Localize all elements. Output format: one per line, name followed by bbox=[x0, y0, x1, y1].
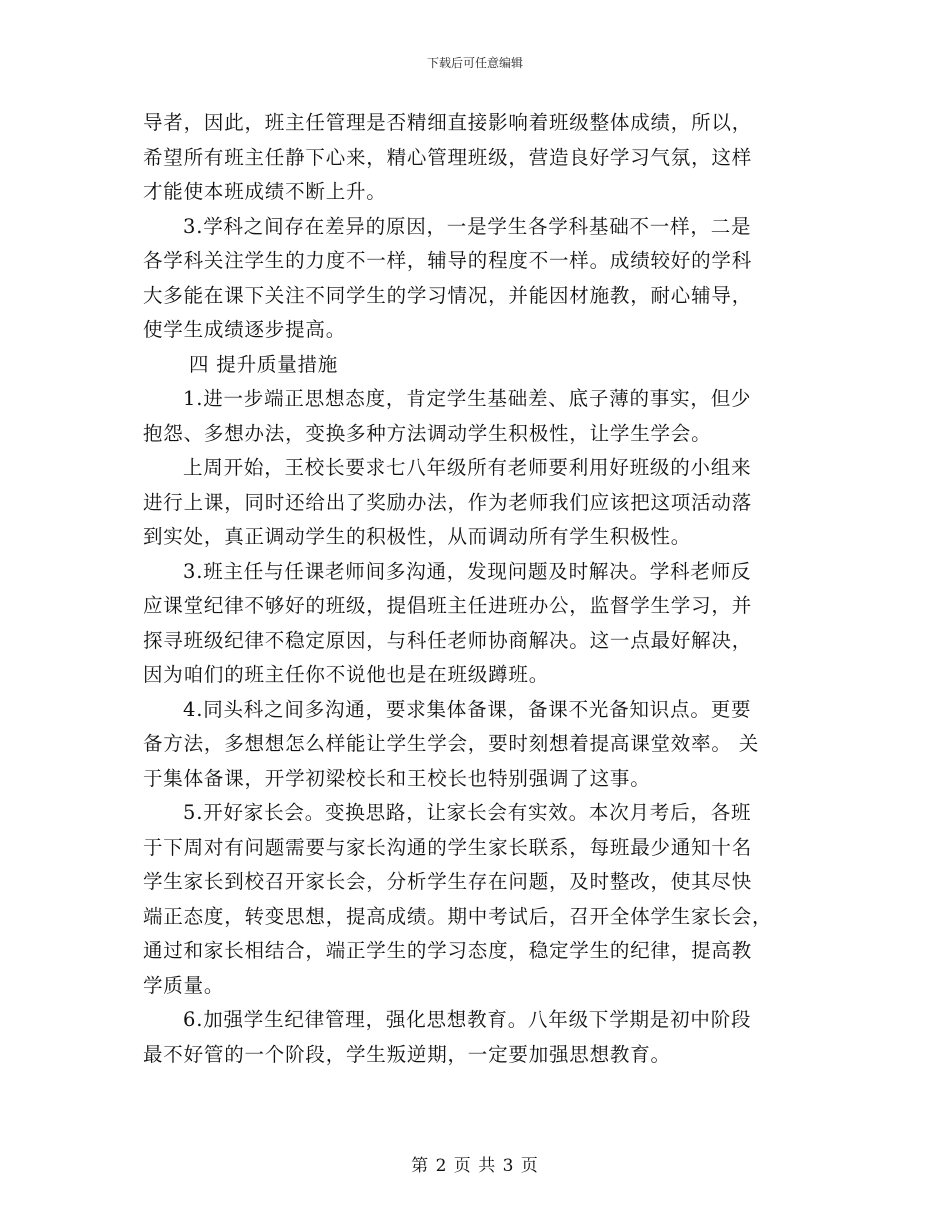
text-line: 学质量。 bbox=[143, 973, 225, 997]
document-body bbox=[143, 106, 807, 1072]
text-line: 3.学科之间存在差异的原因，一是学生各学科基础不一样，二是 bbox=[183, 214, 752, 238]
text-line: 3.班主任与任课老师间多沟通，发现问题及时解决。学科老师反 bbox=[183, 559, 752, 583]
text-line: 上周开始，王校长要求七八年级所有老师要利用好班级的小组来 bbox=[183, 456, 752, 479]
text-line: 各学科关注学生的力度不一样，辅导的程度不一样。成绩较好的学科 bbox=[143, 249, 753, 272]
text-line: 希望所有班主任静下心来，精心管理班级，营造良好学习气氛，这样 bbox=[143, 145, 753, 169]
text-line: 才能使本班成绩不断上升。 bbox=[143, 180, 387, 203]
page-footer: 第 2 页 共 3 页 bbox=[411, 1156, 539, 1176]
text-line: 1.进一步端正思想态度，肯定学生基础差、底子薄的事实，但少 bbox=[183, 387, 752, 410]
text-line: 使学生成绩逐步提高。 bbox=[143, 318, 347, 341]
text-line: 端正态度，转变思想，提高成绩。期中考试后，召开全体学生家长会， bbox=[143, 904, 773, 928]
text-line: 因为咱们的班主任你不说他也是在班级蹲班。 bbox=[143, 663, 550, 686]
text-line: 学生家长到校召开家长会，分析学生存在问题，及时整改，使其尽快 bbox=[143, 870, 753, 893]
page-header: 下载后可任意编辑 bbox=[426, 56, 523, 70]
text-line: 大多能在课下关注不同学生的学习情况，并能因材施教，耐心辅导， bbox=[143, 283, 753, 307]
text-line: 于集体备课，开学初梁校长和王校长也特别强调了这事。 bbox=[143, 766, 651, 790]
text-line: 导者，因此，班主任管理是否精细直接影响着班级整体成绩，所以， bbox=[143, 111, 753, 134]
text-line: 探寻班级纪律不稳定原因，与科任老师协商解决。这一点最好解决， bbox=[143, 628, 753, 652]
text-line: 4.同头科之间多沟通，要求集体备课，备课不光备知识点。更要 bbox=[183, 697, 752, 721]
text-line: 6.加强学生纪律管理，强化思想教育。八年级下学期是初中阶段 bbox=[183, 1008, 752, 1031]
text-line: 备方法，多想想怎么样能让学生学会，要时刻想着提高课堂效率。 关 bbox=[143, 732, 759, 755]
section-heading: 四 提升质量措施 bbox=[189, 352, 339, 376]
text-line: 5.开好家长会。变换思路，让家长会有实效。本次月考后，各班 bbox=[183, 801, 752, 824]
text-line: 通过和家长相结合，端正学生的学习态度，稳定学生的纪律，提高教 bbox=[143, 939, 753, 962]
text-line: 最不好管的一个阶段，学生叛逆期，一定要加强思想教育。 bbox=[143, 1042, 671, 1066]
text-line: 应课堂纪律不够好的班级，提倡班主任进班办公，监督学生学习，并 bbox=[143, 594, 753, 617]
text-line: 到实处，真正调动学生的积极性，从而调动所有学生积极性。 bbox=[143, 525, 692, 548]
text-line: 进行上课，同时还给出了奖励办法，作为老师我们应该把这项活动落 bbox=[143, 490, 753, 514]
text-line: 抱怨、多想办法，变换多种方法调动学生积极性，让学生学会。 bbox=[143, 421, 712, 445]
text-line: 于下周对有问题需要与家长沟通的学生家长联系，每班最少通知十名 bbox=[143, 835, 753, 859]
